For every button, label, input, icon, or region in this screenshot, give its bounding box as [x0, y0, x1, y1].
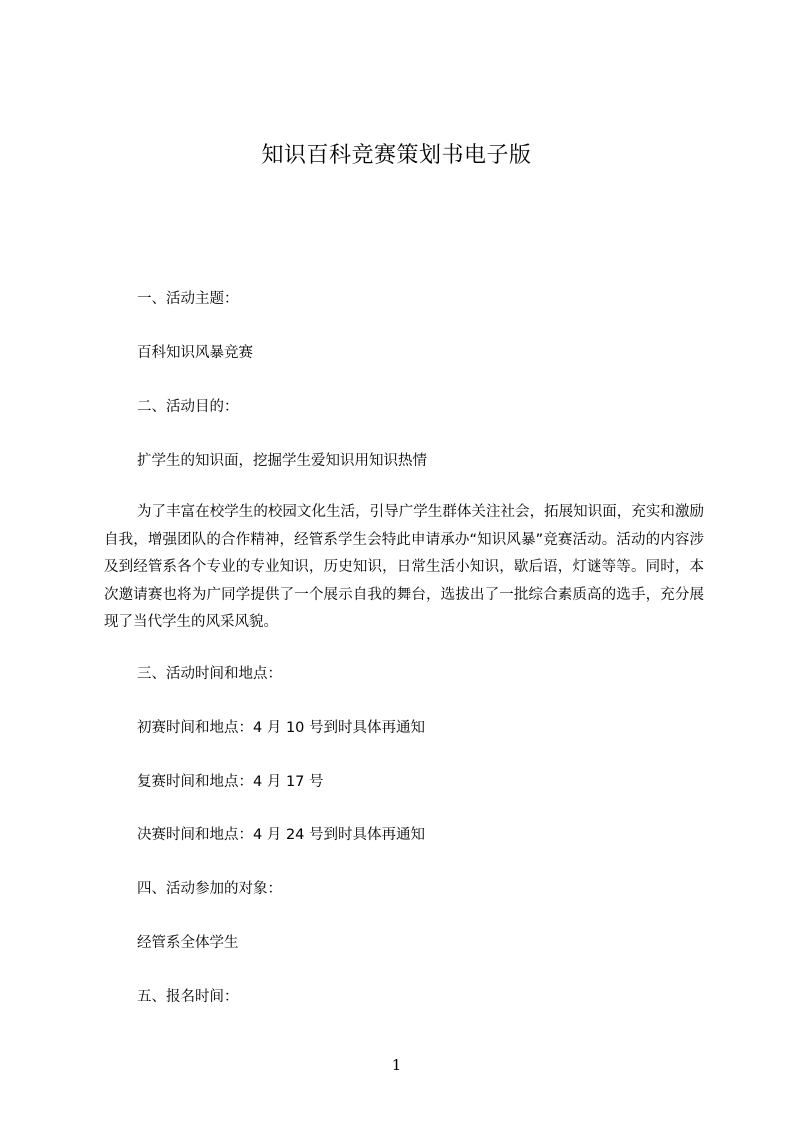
section-1-heading: 一、活动主题： [137, 291, 239, 307]
section-1-content: 百科知识风暴竞赛 [137, 345, 253, 361]
section-3-heading: 三、活动时间和地点： [137, 666, 282, 682]
document-title: 知识百科竞赛策划书电子版 [261, 143, 532, 168]
section-3-preliminary-round: 初赛时间和地点：4 月 10 号到时具体再通知 [137, 720, 426, 736]
section-5-heading: 五、报名时间： [137, 989, 239, 1005]
section-2-heading: 二、活动目的： [137, 399, 239, 415]
section-3-second-round: 复赛时间和地点：4 月 17 号 [137, 774, 324, 790]
section-2-content: 扩学生的知识面，挖掘学生爱知识用知识热情 [137, 453, 427, 469]
section-4-heading: 四、活动参加的对象： [137, 881, 282, 897]
section-3-final-round: 决赛时间和地点：4 月 24 号到时具体再通知 [137, 827, 426, 843]
page-number: 1 [391, 1056, 402, 1074]
section-4-content: 经管系全体学生 [137, 935, 239, 951]
section-2-paragraph: 为了丰富在校学生的校园文化生活，引导广学生群体关注社会，拓展知识面，充实和激励自我，增强团队的合作精神，经管系学生会特此申请承办“知识风暴”竞赛活动。活动的内容涉及到经管系各个专业的专业知识，历史知识，日常生活小知识，歇后语，灯谜等等。同时，本次邀请赛也将为广同学提供了一个展示自我的舞台，选拔出了一批综合素质高的选手，充分展现了当代学生的风采风貌。 [104, 504, 704, 630]
